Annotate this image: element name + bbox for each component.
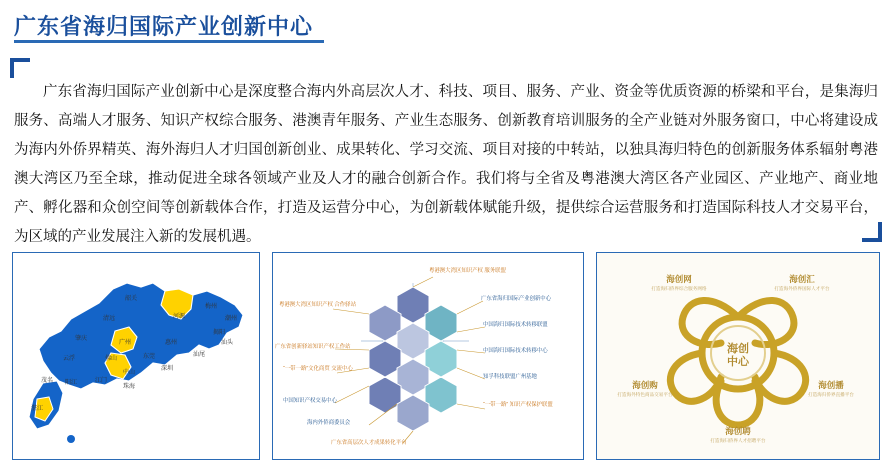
hex-node-label: “一带一路” 知识产权保护联盟 [483,402,553,408]
map-label: 江门 [95,378,108,384]
map-label: 佛山 [105,356,118,362]
guangdong-map-svg [13,253,259,459]
map-label: 东莞 [143,354,156,360]
map-region-main [39,283,243,389]
corner-mark-top-left-icon [10,58,30,78]
map-label: 揭阳 [213,330,226,336]
knot-item [639,273,719,292]
hex-node-label: 广东省高层次人才成果转化平台 [331,440,407,446]
knot-item-sub: 打造海归侨界直播平台 [808,392,854,397]
map-label: 韶关 [125,296,138,302]
knot-item-sub: 打造海归侨界人才招聘平台 [710,438,766,443]
hex-node-label: 中国知识产权交易中心 [283,398,337,404]
map-label: 湛江 [31,406,44,412]
hex-node-label: 中国海归国际技术转移中心 [483,348,548,354]
figure-map [12,252,260,460]
title-bar [14,10,313,41]
map-label: 潮州 [225,316,238,322]
knot-item [759,273,845,292]
knot-item [695,425,781,444]
knot-center-line1: 海创 [727,343,749,355]
hex-node-label: 知孚科技联盟广州基地 [483,374,537,380]
knot-item-title: 海创购 [632,380,658,390]
page-title: 广东省海归国际产业创新中心 [14,14,314,39]
knot-item-title: 海创网 [666,274,692,284]
knot-item [603,379,687,398]
map-label: 惠州 [165,340,178,346]
title-underline [14,40,324,43]
knot-item [791,379,871,398]
map-island [67,435,75,443]
page-header [0,0,892,44]
knot-canvas [597,253,879,459]
map-label: 河源 [173,314,186,320]
map-label: 中山 [123,370,136,376]
map-label: 深圳 [161,366,174,372]
knot-center-label [727,343,749,369]
map-label: 梅州 [205,304,218,310]
map-label: 广州 [119,340,132,346]
map-label: 清远 [103,316,116,322]
figure-hex-diagram [272,252,584,460]
map-canvas [13,253,259,459]
map-label: 汕头 [221,340,234,346]
knot-item-title: 海创汇 [789,274,815,284]
hex-node-label: 中国海归国际技术转移联盟 [483,322,548,328]
map-label: 云浮 [63,356,76,362]
hex-node-label: 粤港澳大湾区知识产权 服务联盟 [429,268,506,274]
hex-nodes [369,287,457,431]
hex-diagram-svg [273,253,583,459]
knot-item-sub: 打造海外特色商品交易平台 [617,392,673,397]
figure-row [12,252,880,460]
knot-item-title: 海创播 [818,380,844,390]
hex-node-label: 广东省海归国际产业创新中心 [481,296,552,302]
figure-knot-logo [596,252,880,460]
map-label: 汕尾 [193,352,206,358]
hex-node-label: “一带一路”文化商贸 交流中心 [283,366,353,372]
knot-item-sub: 打造海归侨界综合服务网络 [651,286,707,291]
map-label: 阳江 [65,380,78,386]
map-label: 肇庆 [75,336,88,342]
hex-node-label: 海内外侨商委员会 [307,420,351,426]
knot-item-sub: 打造海外侨界国际人才平台 [774,286,830,291]
knot-center-line2: 中心 [727,356,749,368]
map-label: 珠海 [123,384,136,390]
hex-node-label: 粤港澳大湾区知识产权 合作驿站 [279,302,356,308]
article-paragraph: 广东省海归国际产业创新中心是深度整合海内外高层次人才、科技、项目、服务、产业、资金等优质资源的桥梁和平台，是集海归服务、高端人才服务、知识产权综合服务、港澳青年服务、产业生态服务、创新教育培训服务的全产业链对外服务窗口，中心将建设成为海内外侨界精英、海外海归人才归国创新创业、成果转化、学习交流、项目对接的中转站，以独具海归特色的创新服务体系辐射粤港澳大湾区乃至全球，推动促进全球各领域产业及人才的融合创新合作。我们将与全省及粤港澳大湾区各产业园区、产业地产、商业地产、孵化器和众创空间等创新载体合作，打造及运营分中心，为创新载体赋能升级，提供综合运营服务和打造国际科技人才交易平台，为区域的产业发展注入新的发展机遇。 [14,84,878,245]
map-label: 茂名 [41,378,54,384]
hex-node-label: 广东省创新驿站知识产权工作站 [275,344,351,350]
knot-item-title: 海创聘 [725,426,751,436]
